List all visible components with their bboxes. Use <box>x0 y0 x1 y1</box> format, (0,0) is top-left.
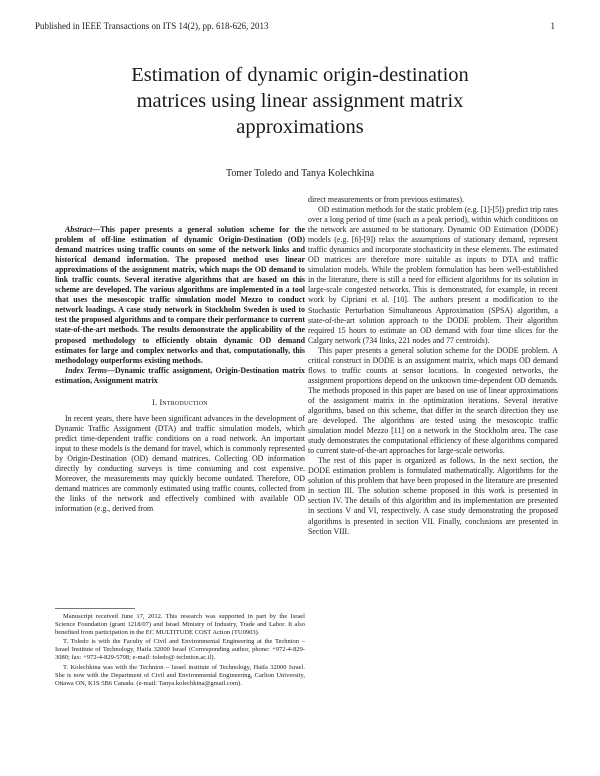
citation-line: Published in IEEE Transactions on ITS 14(2), pp. 618-626, 2013 <box>35 21 269 31</box>
page-number: 1 <box>550 21 555 31</box>
footnote-toledo: T. Toledo is with the Faculty of Civil and Environmental Engineering at the Technion – Israel Institute of Technology, Haifa 32000 Israel (Corresponding author, phone: +972-4-829-3080; fax: +972-4-829-5708; e-mail: toledo@ technion.ac.il). <box>55 638 305 662</box>
body-paragraph: OD estimation methods for the static problem (e.g. [1]-[5]) predict trip rates over a long period of time (such as a peak period), within which conditions on the network are assumed to be stationary. Dynamic OD Estimation (DODE) models (e.g. [6]-[9]) relax the assumptions of stationary demand, represent traffic dynamics and incorporate stochasticity in these elements. The estimated OD matrices are therefore more suitable as inputs to DTA and traffic simulation models. While the problem formulation has been well-established in the literature, there is still a need for efficient algorithms for its solution in large-scale congested networks. This is demonstrated, for example, in recent work by Cipriani et al. [10]. The authors present a modification to the Stochastic Perturbation Simultaneous Approximation (SPSA) algorithm, a state-of-the-art solution approach to the DODE problem. Their algorithm required 15 hours to estimate an OD demand with four time slices for the Calgary network (734 links, 221 nodes and 77 centroids). <box>308 205 558 345</box>
section-heading-introduction <box>55 398 305 408</box>
body-continuation: direct measurements or from previous estimates). <box>308 195 465 204</box>
index-terms-label: Index Terms <box>65 365 107 375</box>
body-paragraph: In recent years, there have been significant advances in the development of Dynamic Traffic Assignment (DTA) and traffic simulation models, which predict time-dependent traffic conditions on a road network. An important input to these models is the demand for travel, which is commonly represented by Origin-Destination (OD) demand matrices. Collecting OD information directly by conducting surveys is time consuming and cost expensive. Moreover, the measurements may quickly become outdated. Therefore, OD demand matrices are commonly estimated using traffic counts, collected from the links of the network and effectively combined with available OD information (e.g., derived from <box>55 413 305 514</box>
footnote-manuscript: Manuscript received June 17, 2012. This research was supported in part by the Israel Science Foundation (grant 1218/07) and Israel Ministry of Industry, Trade and Labor. It also benefited from participation in the EC MULTITUDE COST Action (TU0903). <box>55 613 305 637</box>
footnote-kolechkina: T. Kolechkina was with the Technion – Israel institute of Technology, Haifa 32000 Israel. She is now with the Department of Civil and Environmental Engineering, Carlton University, Ottawa ON, K1S 5B6 Canada. (e-mail: Tanya.kolechkina@gmail.com). <box>55 663 305 687</box>
running-header <box>35 21 555 31</box>
left-column <box>55 225 305 514</box>
abstract-text: —This paper presents a general solution scheme for the problem of off-line estimation of dynamic Origin-Destination (OD) demand matrices using traffic counts on some of the network links and historical demand information. The proposed method uses linear approximations of the assignment matrix, which maps the OD demand to link traffic counts. Several iterative algorithms that are based on this scheme are developed. The various algorithms are implemented in a tool that uses the mesoscopic traffic simulation model Mezzo to conduct network loadings. A case study network in Stockholm Sweden is used to test the proposed algorithms and to compare their performance to current state-of-the-art methods. The results demonstrate the applicability of the proposed methodology to efficiently obtain dynamic OD demand estimates for large and complex networks and that, computationally, this methodology outperforms existing methods. <box>55 225 305 365</box>
body-paragraph: This paper presents a general solution scheme for the DODE problem. A critical construct in DODE is an assignment matrix, which maps OD demand flows to traffic counts at sensor locations. In congested networks, the assignment proportions depend on the unknown time-dependent OD demands. The methods proposed in this paper are based on use of linear approximations of the assignment matrix in the optimization iterations. Several iterative algorithms, based on this scheme, that differ in the search direction they use are developed. The algorithms are tested using the mesoscopic traffic simulation model Mezzo [11] on a network in the Stockholm area. The case study demonstrates the computational efficiency of these algorithms compared to current state-of-the-art approaches for large-scale networks. <box>308 345 558 456</box>
index-terms-text: —Dynamic traffic assignment, Origin-Destination matrix estimation, Assignment matrix <box>55 365 306 385</box>
author-list: Tomer Toledo and Tanya Kolechkina <box>225 168 375 179</box>
section-number: I. <box>152 397 158 407</box>
title-line: Estimation of dynamic origin-destination <box>131 64 469 86</box>
index-terms <box>55 366 305 386</box>
right-column <box>308 195 558 537</box>
footnotes <box>55 613 305 689</box>
abstract-label: Abstract <box>65 225 93 234</box>
footnote-rule <box>55 608 135 609</box>
title-line: approximations <box>236 116 364 138</box>
abstract <box>55 225 305 366</box>
section-title: Introduction <box>159 397 208 407</box>
paper-title <box>60 62 540 140</box>
title-line: matrices using linear assignment matrix <box>136 90 464 112</box>
body-paragraph: The rest of this paper is organized as follows. In the next section, the DODE estimation problem is formulated mathematically. Algorithms for the solution of this problem that have been proposed in the literature are presented in section III. The solution scheme proposed in this work is presented in section IV. The details of this algorithm and its implementation are presented in sections V and VI, respectively. A case study demonstrating the proposed algorithms is presented in section VII. Finally, conclusions are presented in Section VIII. <box>308 456 558 536</box>
